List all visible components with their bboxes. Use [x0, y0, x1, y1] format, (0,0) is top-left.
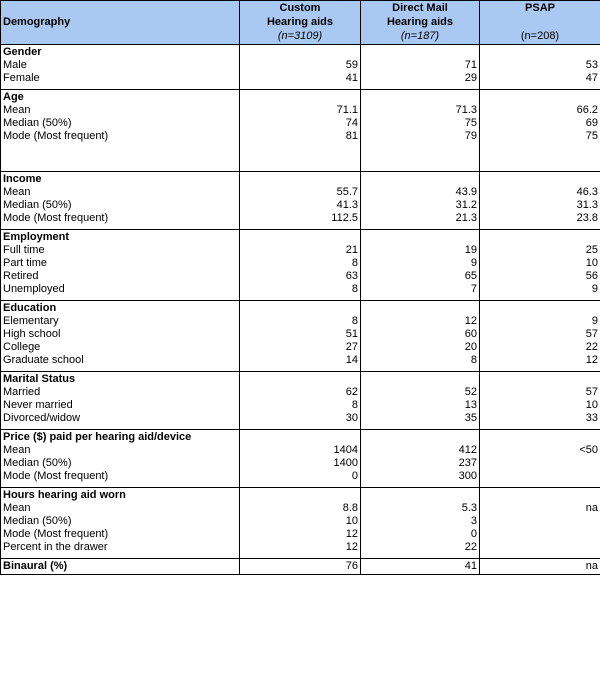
table-row: [1, 244, 600, 257]
cell-psap: 9: [480, 315, 600, 328]
cell-direct: 52: [361, 386, 480, 399]
header-psap: [480, 1, 600, 45]
section-title-empty-cell: [240, 90, 361, 105]
cell-direct: 237: [361, 457, 480, 470]
row-label: Male: [1, 59, 240, 72]
cell-psap: 25: [480, 244, 600, 257]
section-title-empty-cell: [240, 230, 361, 245]
section-title-empty-cell: [240, 172, 361, 187]
cell-direct: 7: [361, 283, 480, 296]
cell-psap: 75: [480, 130, 600, 143]
cell-custom: 8: [240, 399, 361, 412]
cell-psap: 69: [480, 117, 600, 130]
header-direct-mail-hearing-aids: [361, 1, 480, 45]
cell-psap: 31.3: [480, 199, 600, 212]
header-direct-line2: Hearing aids: [386, 16, 454, 28]
section-title-empty-cell: [480, 430, 600, 445]
row-label: Mean: [1, 502, 240, 515]
cell-custom: 41.3: [240, 199, 361, 212]
row-label: Never married: [1, 399, 240, 412]
section-title-row: [1, 90, 600, 105]
cell-custom: 21: [240, 244, 361, 257]
section-title-empty-cell: [240, 430, 361, 445]
section-title-row: [1, 430, 600, 445]
cell-custom: 8.8: [240, 502, 361, 515]
row-label: Percent in the drawer: [1, 541, 240, 554]
table-row-binaural: [1, 559, 600, 575]
row-label: Mean: [1, 444, 240, 457]
section-title-empty-cell: [361, 430, 480, 445]
cell-psap: 57: [480, 328, 600, 341]
cell-direct: 65: [361, 270, 480, 283]
section-title: Hours hearing aid worn: [1, 488, 240, 503]
header-custom-hearing-aids: [240, 1, 361, 45]
cell-custom: 1400: [240, 457, 361, 470]
section-title-empty-cell: [361, 230, 480, 245]
cell-custom: 8: [240, 257, 361, 270]
cell-custom: 63: [240, 270, 361, 283]
cell-psap: 23.8: [480, 212, 600, 225]
row-label: Married: [1, 386, 240, 399]
section-title-empty-cell: [361, 372, 480, 387]
section-title: Income: [1, 172, 240, 187]
section-title: Education: [1, 301, 240, 316]
cell-psap: 46.3: [480, 186, 600, 199]
section-title-row: [1, 230, 600, 245]
section-spacer: [1, 143, 600, 172]
cell-psap: [480, 541, 600, 554]
cell-custom: 81: [240, 130, 361, 143]
cell-direct: 8: [361, 354, 480, 367]
cell-psap: 10: [480, 399, 600, 412]
cell-direct: 60: [361, 328, 480, 341]
binaural-custom-value: 76: [240, 559, 361, 575]
cell-psap: 22: [480, 341, 600, 354]
row-label: Median (50%): [1, 457, 240, 470]
cell-custom: 74: [240, 117, 361, 130]
cell-custom: 59: [240, 59, 361, 72]
row-label: High school: [1, 328, 240, 341]
cell-direct: 19: [361, 244, 480, 257]
cell-direct: 29: [361, 72, 480, 85]
cell-custom: 71.1: [240, 104, 361, 117]
table-body: [1, 45, 600, 559]
row-label: Mode (Most frequent): [1, 130, 240, 143]
header-psap-line1: PSAP: [525, 2, 555, 14]
cell-direct: 9: [361, 257, 480, 270]
section-title-empty-cell: [361, 90, 480, 105]
cell-direct: 412: [361, 444, 480, 457]
cell-custom: 112.5: [240, 212, 361, 225]
table-row: [1, 117, 600, 130]
binaural-label: Binaural (%): [1, 559, 240, 575]
row-label: Mean: [1, 186, 240, 199]
cell-custom: 14: [240, 354, 361, 367]
section-title-empty-cell: [240, 488, 361, 503]
row-label: Median (50%): [1, 515, 240, 528]
row-label: Mode (Most frequent): [1, 470, 240, 483]
cell-direct: 12: [361, 315, 480, 328]
table-row: [1, 283, 600, 296]
table-row: [1, 412, 600, 425]
cell-psap: 12: [480, 354, 600, 367]
table-row: [1, 72, 600, 85]
cell-psap: 53: [480, 59, 600, 72]
cell-psap: 47: [480, 72, 600, 85]
cell-direct: 3: [361, 515, 480, 528]
cell-direct: 79: [361, 130, 480, 143]
table-row: [1, 199, 600, 212]
cell-psap: [480, 515, 600, 528]
table-row: [1, 104, 600, 117]
section-title-empty-cell: [361, 301, 480, 316]
cell-custom: 0: [240, 470, 361, 483]
table-row: [1, 399, 600, 412]
table-row: [1, 386, 600, 399]
section-title-empty-cell: [240, 45, 361, 60]
table-row: [1, 457, 600, 470]
binaural-psap-value: na: [480, 559, 600, 575]
table-row: [1, 186, 600, 199]
row-label: College: [1, 341, 240, 354]
cell-psap: 56: [480, 270, 600, 283]
cell-custom: 12: [240, 541, 361, 554]
cell-direct: 300: [361, 470, 480, 483]
spacer-cell: [240, 143, 361, 172]
row-label: Part time: [1, 257, 240, 270]
table-row: [1, 270, 600, 283]
section-title-empty-cell: [361, 488, 480, 503]
spacer-cell: [1, 143, 240, 172]
section-title: Price ($) paid per hearing aid/device: [1, 430, 240, 445]
table-row: [1, 59, 600, 72]
cell-direct: 71.3: [361, 104, 480, 117]
section-title-row: [1, 45, 600, 60]
cell-custom: 55.7: [240, 186, 361, 199]
table-row: [1, 444, 600, 457]
row-label: Retired: [1, 270, 240, 283]
row-label: Median (50%): [1, 117, 240, 130]
header-row: [1, 1, 600, 45]
header-custom-line2: Hearing aids: [266, 16, 334, 28]
table-row: [1, 212, 600, 225]
section-title: Marital Status: [1, 372, 240, 387]
row-label: Female: [1, 72, 240, 85]
cell-custom: 8: [240, 315, 361, 328]
section-title-empty-cell: [480, 301, 600, 316]
cell-psap: 9: [480, 283, 600, 296]
section-title-empty-cell: [480, 172, 600, 187]
table-row: [1, 341, 600, 354]
section-title-empty-cell: [480, 90, 600, 105]
cell-custom: 62: [240, 386, 361, 399]
table-row: [1, 502, 600, 515]
row-label: Mean: [1, 104, 240, 117]
cell-psap: 66.2: [480, 104, 600, 117]
cell-psap: [480, 528, 600, 541]
row-label: Divorced/widow: [1, 412, 240, 425]
section-title-row: [1, 301, 600, 316]
cell-custom: 12: [240, 528, 361, 541]
table-row: [1, 354, 600, 367]
cell-psap: 57: [480, 386, 600, 399]
table-row: [1, 515, 600, 528]
section-title-empty-cell: [480, 372, 600, 387]
cell-direct: 71: [361, 59, 480, 72]
cell-direct: 20: [361, 341, 480, 354]
cell-psap: 10: [480, 257, 600, 270]
cell-custom: 10: [240, 515, 361, 528]
section-title-empty-cell: [240, 301, 361, 316]
cell-psap: na: [480, 502, 600, 515]
cell-direct: 13: [361, 399, 480, 412]
cell-custom: 41: [240, 72, 361, 85]
section-title: Gender: [1, 45, 240, 60]
section-title: Employment: [1, 230, 240, 245]
row-label: Mode (Most frequent): [1, 528, 240, 541]
section-title-empty-cell: [240, 372, 361, 387]
cell-direct: 5.3: [361, 502, 480, 515]
section-title-empty-cell: [361, 172, 480, 187]
table-row: [1, 328, 600, 341]
row-label: Median (50%): [1, 199, 240, 212]
cell-custom: 8: [240, 283, 361, 296]
section-title: Age: [1, 90, 240, 105]
cell-direct: 21.3: [361, 212, 480, 225]
table-row: [1, 257, 600, 270]
cell-psap: <50: [480, 444, 600, 457]
cell-direct: 0: [361, 528, 480, 541]
cell-direct: 31.2: [361, 199, 480, 212]
cell-psap: 33: [480, 412, 600, 425]
table-row: [1, 541, 600, 554]
section-title-empty-cell: [480, 45, 600, 60]
spacer-cell: [361, 143, 480, 172]
cell-custom: 30: [240, 412, 361, 425]
section-title-row: [1, 488, 600, 503]
section-title-empty-cell: [480, 230, 600, 245]
spacer-cell: [480, 143, 600, 172]
binaural-direct-value: 41: [361, 559, 480, 575]
row-label: Unemployed: [1, 283, 240, 296]
row-label: Mode (Most frequent): [1, 212, 240, 225]
table-row: [1, 315, 600, 328]
cell-custom: 51: [240, 328, 361, 341]
cell-direct: 35: [361, 412, 480, 425]
cell-direct: 22: [361, 541, 480, 554]
cell-custom: 27: [240, 341, 361, 354]
table-row: [1, 528, 600, 541]
header-custom-n: (n=3109): [277, 30, 323, 42]
table-row: [1, 130, 600, 143]
section-title-row: [1, 372, 600, 387]
cell-direct: 75: [361, 117, 480, 130]
cell-psap: [480, 470, 600, 483]
header-direct-line1: Direct Mail: [392, 2, 448, 14]
header-psap-n: (n=208): [520, 30, 560, 42]
header-direct-n: (n=187): [400, 30, 440, 42]
row-label: Full time: [1, 244, 240, 257]
cell-custom: 1404: [240, 444, 361, 457]
row-label: Elementary: [1, 315, 240, 328]
header-custom-line1: Custom: [279, 2, 321, 14]
section-title-empty-cell: [480, 488, 600, 503]
row-label: Graduate school: [1, 354, 240, 367]
header-demography: Demography: [1, 1, 240, 45]
table-row: [1, 470, 600, 483]
section-title-row: [1, 172, 600, 187]
cell-psap: [480, 457, 600, 470]
binaural-section: [1, 559, 600, 575]
cell-direct: 43.9: [361, 186, 480, 199]
section-title-empty-cell: [361, 45, 480, 60]
